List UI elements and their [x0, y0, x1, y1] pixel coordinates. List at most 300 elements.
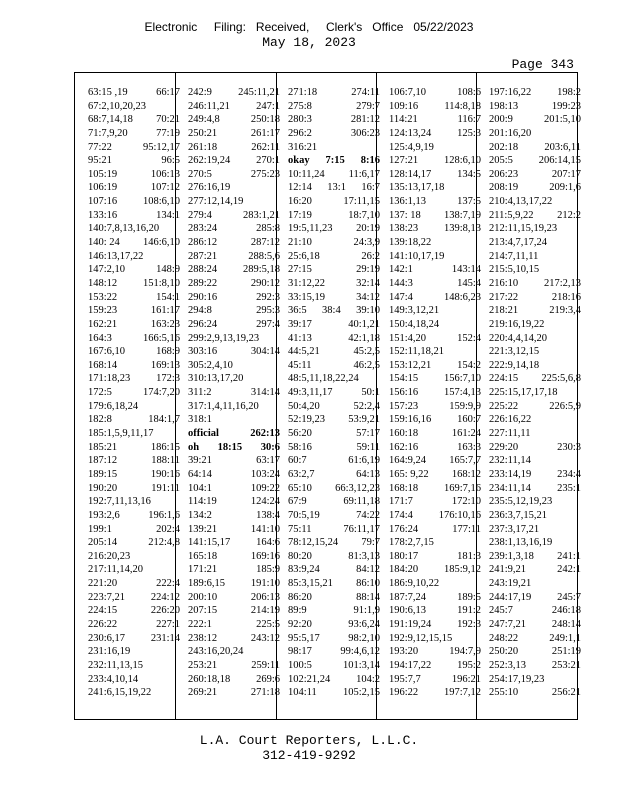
- index-reference: 42:1,18: [348, 332, 380, 344]
- index-line: [489, 618, 581, 632]
- index-line: [188, 482, 280, 496]
- index-line: [288, 250, 380, 264]
- index-line: [489, 141, 581, 155]
- index-line: [188, 359, 280, 373]
- index-line: [489, 495, 581, 509]
- index-reference: 143:14: [451, 264, 481, 276]
- index-reference: 124:13,24: [389, 127, 432, 139]
- index-reference: 63:15 ,19: [88, 87, 128, 98]
- index-reference: 288:5,6: [248, 250, 280, 262]
- index-reference: 138:4: [256, 509, 280, 521]
- index-line: [88, 523, 180, 537]
- index-reference: 210:4,13,17,22: [489, 196, 553, 208]
- index-line: [188, 222, 280, 236]
- index-line: [188, 632, 280, 646]
- index-reference: 12:14: [288, 182, 312, 194]
- index-reference: 226:5,9: [549, 400, 581, 412]
- court-reporter-phone: 312-419-9292: [262, 748, 356, 763]
- index-line: [288, 263, 380, 277]
- index-line: [489, 209, 581, 223]
- index-line: [188, 523, 280, 537]
- index-reference: 104:1: [188, 482, 212, 494]
- index-reference: 154:15: [389, 373, 419, 385]
- index-reference: 64:14: [188, 468, 212, 480]
- index-line: [188, 277, 280, 291]
- index-reference: 174:4: [389, 509, 413, 521]
- index-line: [389, 168, 481, 182]
- index-line: [88, 100, 180, 114]
- index-line: [288, 482, 380, 496]
- index-reference: 89:9: [288, 605, 307, 617]
- index-line: [288, 400, 380, 414]
- index-reference: 18:7,10: [348, 209, 380, 221]
- index-line: [188, 618, 280, 632]
- index-reference: 177:11: [452, 523, 481, 535]
- index-line: [88, 86, 180, 100]
- index-reference: 238:1,13,16,19: [489, 537, 553, 549]
- index-reference: 192:9,12,15,15: [389, 632, 453, 644]
- index-reference: 198:13: [489, 100, 519, 112]
- index-reference: 152:4: [457, 332, 481, 344]
- index-line: [389, 632, 481, 646]
- index-line: [188, 195, 280, 209]
- index-reference: 70:5,19: [288, 509, 320, 521]
- index-reference: 237:3,17,21: [489, 523, 540, 535]
- index-line: [188, 386, 280, 400]
- index-reference: 235:5,12,19,23: [489, 496, 553, 508]
- index-line: [88, 563, 180, 577]
- index-reference: 250:18: [250, 114, 280, 126]
- index-reference: 317:1,4,11,16,20: [188, 400, 259, 412]
- index-line: [88, 400, 180, 414]
- index-reference: 81:3,13: [348, 550, 380, 562]
- index-reference: 148:12: [88, 277, 118, 289]
- index-line: [288, 536, 380, 550]
- index-line: [88, 509, 180, 523]
- index-reference: 56:20: [288, 428, 312, 440]
- index-line: [288, 222, 380, 236]
- index-line: [288, 468, 380, 482]
- index-line: [489, 168, 581, 182]
- index-reference: 178:2,7,15: [389, 537, 434, 549]
- index-reference: 165:18: [188, 550, 218, 562]
- index-column-5: [489, 86, 581, 700]
- index-reference: 58:16: [288, 441, 312, 453]
- index-reference: 224:12: [150, 591, 180, 603]
- index-reference: 164:6: [256, 537, 280, 549]
- index-line: [188, 563, 280, 577]
- index-reference: 186:15: [150, 441, 180, 453]
- index-reference: 249:4,8: [188, 114, 220, 126]
- index-reference: 8:16: [360, 155, 380, 167]
- index-reference: 84:12: [356, 564, 380, 576]
- index-line: [88, 168, 180, 182]
- index-line: [288, 359, 380, 373]
- index-reference: 234:11,14: [489, 482, 531, 494]
- index-reference: 109:22: [250, 482, 280, 494]
- index-reference: 83:9,24: [288, 564, 320, 576]
- index-reference: 95:5,17: [288, 632, 320, 644]
- index-line: [188, 168, 280, 182]
- index-line: [88, 345, 180, 359]
- index-reference: 67:2,10,20,23: [88, 100, 147, 112]
- index-line: [88, 686, 180, 700]
- index-reference: 221:3,12,15: [489, 346, 540, 358]
- filing-stamp: Electronic Filing: Received, Clerk's Office 05/22/2023: [144, 20, 474, 34]
- index-line: [489, 536, 581, 550]
- index-line: [188, 154, 280, 168]
- index-reference: 127:21: [389, 155, 419, 167]
- index-reference: 200:10: [188, 591, 218, 603]
- index-reference: 142:1: [389, 264, 413, 276]
- index-line: [489, 263, 581, 277]
- index-line: [489, 372, 581, 386]
- index-line: [88, 318, 180, 332]
- index-reference: 151:4,20: [389, 332, 427, 344]
- index-reference: 141:15,17: [188, 537, 231, 549]
- index-reference: 318:1: [188, 414, 212, 426]
- index-line: [188, 345, 280, 359]
- index-reference: 17:11,15: [343, 196, 380, 208]
- index-reference: 156:16: [389, 387, 419, 399]
- index-reference: 139:21: [188, 523, 218, 535]
- index-line: [489, 86, 581, 100]
- index-reference: 216:10: [489, 277, 519, 289]
- index-reference: 225:22: [489, 400, 519, 412]
- index-line: [389, 441, 481, 455]
- index-reference: 297:4: [256, 318, 280, 330]
- index-reference: 70:21: [156, 114, 180, 126]
- index-reference: 262:11: [251, 141, 280, 153]
- index-line: [489, 550, 581, 564]
- index-reference: 159:9,9: [449, 400, 481, 412]
- index-line: [188, 318, 280, 332]
- index-line: [489, 454, 581, 468]
- index-reference: 104:11: [288, 687, 317, 699]
- index-line: [288, 618, 380, 632]
- filing-header: [0, 20, 618, 50]
- index-reference: 216:20,23: [88, 550, 131, 562]
- index-reference: 271:18: [250, 687, 280, 699]
- index-reference: 254:17,19,23: [489, 673, 545, 685]
- index-line: [288, 645, 380, 659]
- index-line: [188, 236, 280, 250]
- index-reference: 217:2,13: [543, 277, 581, 289]
- index-line: [288, 154, 380, 168]
- index-line: [188, 604, 280, 618]
- index-line: [188, 468, 280, 482]
- index-reference: 63:17: [256, 455, 280, 467]
- index-reference: 212:2: [557, 209, 581, 221]
- index-reference: 16:20: [288, 196, 312, 208]
- index-line: [288, 591, 380, 605]
- index-line: [188, 332, 280, 346]
- index-reference: 125:4,9,19: [389, 141, 434, 153]
- index-term: okay: [288, 155, 310, 167]
- index-line: [288, 195, 380, 209]
- index-line: [88, 632, 180, 646]
- index-reference: 182:8: [88, 414, 112, 426]
- index-reference: 185:1,5,9,11,17: [88, 428, 154, 440]
- index-reference: 184:1,7: [148, 414, 180, 426]
- index-line: [389, 332, 481, 346]
- index-reference: 289:22: [188, 277, 218, 289]
- index-line: [288, 291, 380, 305]
- index-reference: 242:1: [557, 564, 581, 576]
- index-reference: 316:21: [288, 141, 318, 153]
- index-reference: 197:16,22: [489, 87, 532, 98]
- index-reference: 53:9,21: [348, 414, 380, 426]
- index-line: [389, 154, 481, 168]
- index-reference: 164:9,24: [389, 455, 427, 467]
- index-reference: 124:24: [250, 496, 280, 508]
- index-line: [88, 236, 180, 250]
- index-reference: 60:7: [288, 455, 307, 467]
- index-line: [389, 536, 481, 550]
- index-line: [188, 550, 280, 564]
- index-column-2: [188, 86, 280, 700]
- index-reference: 201:16,20: [489, 127, 532, 139]
- index-reference: 190:6,13: [389, 605, 427, 617]
- index-line: [389, 222, 481, 236]
- index-reference: 168:12: [451, 468, 481, 480]
- index-reference: 159:23: [88, 305, 118, 317]
- index-line: [188, 577, 280, 591]
- index-reference: 150:4,18,24: [389, 318, 440, 330]
- index-reference: 106:7,10: [389, 87, 427, 98]
- index-reference: 230:3: [557, 441, 581, 453]
- index-line: [489, 250, 581, 264]
- index-reference: 196:22: [389, 687, 419, 699]
- index-line: [288, 318, 380, 332]
- index-line: [288, 550, 380, 564]
- index-reference: 246:11,21: [188, 100, 230, 112]
- index-reference: 221:20: [88, 578, 118, 590]
- index-reference: 52:19,23: [288, 414, 326, 426]
- index-reference: 296:2: [288, 127, 312, 139]
- index-reference: 146:6,10: [142, 237, 180, 249]
- index-reference: 275:23: [250, 168, 280, 180]
- index-reference: 253:21: [551, 659, 581, 671]
- index-line: [489, 222, 581, 236]
- index-reference: 161:24: [451, 428, 481, 440]
- index-line: [288, 604, 380, 618]
- index-reference: 57:17: [356, 428, 380, 440]
- index-reference: 206:14,15: [538, 155, 581, 167]
- index-reference: 206:13: [250, 591, 280, 603]
- index-line: [489, 686, 581, 700]
- index-reference: 163:3: [457, 441, 481, 453]
- index-line: [288, 427, 380, 441]
- index-reference: 226:16,22: [489, 414, 532, 426]
- index-reference: 116:7: [457, 114, 481, 126]
- index-reference: 160:7: [457, 414, 481, 426]
- index-reference: 206:23: [489, 168, 519, 180]
- index-line: [489, 591, 581, 605]
- index-reference: 294:8: [188, 305, 212, 317]
- index-line: [288, 372, 380, 386]
- index-line: [389, 277, 481, 291]
- index-line: [288, 236, 380, 250]
- index-line: [389, 236, 481, 250]
- index-reference: 189:15: [88, 468, 118, 480]
- index-reference: 171:21: [188, 564, 218, 576]
- index-reference: 191:11: [151, 482, 180, 494]
- index-line: [389, 659, 481, 673]
- index-reference: 296:24: [188, 318, 218, 330]
- index-line: [489, 386, 581, 400]
- index-line: [88, 222, 180, 236]
- index-reference: 50:4,20: [288, 400, 320, 412]
- index-line: [489, 673, 581, 687]
- index-reference: 201:5,10: [543, 114, 581, 126]
- index-reference: 147:2,10: [88, 264, 126, 276]
- index-reference: 191:19,24: [389, 618, 432, 630]
- index-reference: 134:1: [156, 209, 180, 221]
- index-reference: 91:1,9: [353, 605, 380, 617]
- index-reference: 45:11: [288, 359, 312, 371]
- index-reference: 168:18: [389, 482, 419, 494]
- index-line: [489, 427, 581, 441]
- footer: [0, 733, 618, 763]
- index-reference: 180:17: [389, 550, 419, 562]
- index-reference: 200:9: [489, 114, 513, 126]
- index-line: [288, 209, 380, 223]
- index-reference: 256:21: [551, 687, 581, 699]
- index-reference: 233:14,19: [489, 468, 532, 480]
- index-reference: 101:3,14: [342, 659, 380, 671]
- index-reference: 138:23: [389, 223, 419, 235]
- index-reference: 253:21: [188, 659, 218, 671]
- index-column-4: [389, 86, 481, 700]
- index-reference: 207:17: [551, 168, 581, 180]
- index-reference: 274:11: [351, 87, 380, 98]
- index-reference: 215:5,10,15: [489, 264, 540, 276]
- index-reference: 31:12,22: [288, 277, 326, 289]
- index-line: [389, 577, 481, 591]
- index-line: [288, 563, 380, 577]
- index-reference: 172:5: [88, 387, 112, 399]
- index-reference: 78:12,15,24: [288, 537, 339, 549]
- index-line: [489, 604, 581, 618]
- index-line: [88, 536, 180, 550]
- index-line: [389, 345, 481, 359]
- index-reference: 71:7,9,20: [88, 127, 128, 139]
- index-reference: 262:19,24: [188, 155, 231, 167]
- index-reference: 217:22: [489, 291, 519, 303]
- index-reference: 193:2,6: [88, 509, 120, 521]
- index-reference: 104:2: [356, 673, 380, 685]
- index-reference: 306:23: [350, 127, 380, 139]
- index-reference: 34:12: [356, 291, 380, 303]
- index-reference: 223:7,21: [88, 591, 126, 603]
- index-reference: 232:11,14: [489, 455, 531, 467]
- index-reference: 275:8: [288, 100, 312, 112]
- index-reference: 197:7,12: [443, 687, 481, 699]
- index-reference: 226:20: [150, 605, 180, 617]
- index-reference: 283:1,21: [242, 209, 280, 221]
- index-line: [88, 386, 180, 400]
- index-term: official: [188, 428, 219, 440]
- index-line: [389, 263, 481, 277]
- index-reference: 141:10,17,19: [389, 250, 445, 262]
- index-reference: 140:7,8,13,16,20: [88, 223, 160, 235]
- index-line: [389, 673, 481, 687]
- index-reference: 64:13: [356, 468, 380, 480]
- index-line: [188, 441, 280, 455]
- index-line: [389, 645, 481, 659]
- index-reference: 207:15: [188, 605, 218, 617]
- index-line: [188, 673, 280, 687]
- index-reference: 16:7: [361, 182, 380, 194]
- index-line: [88, 495, 180, 509]
- index-line: [88, 263, 180, 277]
- index-reference: 194:7,9: [449, 646, 481, 658]
- index-reference: 20:19: [356, 223, 380, 235]
- index-reference: 59:11: [356, 441, 380, 453]
- index-line: [389, 318, 481, 332]
- index-reference: 52:2,4: [353, 400, 380, 412]
- index-reference: 153:22: [88, 291, 118, 303]
- index-reference: 21:10: [288, 237, 312, 249]
- index-reference: 148:6,23: [443, 291, 481, 303]
- index-reference: 68:7,14,18: [88, 114, 133, 126]
- index-line: [389, 100, 481, 114]
- index-reference: 179:6,18,24: [88, 400, 139, 412]
- index-reference: 48:5,11,18,22,24: [288, 373, 359, 385]
- index-line: [389, 304, 481, 318]
- index-reference: 247:7,21: [489, 618, 527, 630]
- index-reference: 261:17: [250, 127, 280, 139]
- index-line: [88, 618, 180, 632]
- index-line: [88, 441, 180, 455]
- index-line: [489, 113, 581, 127]
- index-line: [489, 277, 581, 291]
- index-reference: 133:16: [88, 209, 118, 221]
- index-reference: 185:9: [256, 564, 280, 576]
- index-reference: 305:2,4,10: [188, 359, 233, 371]
- index-reference: 236:3,7,15,21: [489, 509, 548, 521]
- index-reference: 196:21: [451, 673, 481, 685]
- index-reference: 147:4: [389, 291, 413, 303]
- index-reference: 248:22: [489, 632, 519, 644]
- index-reference: 241:9,21: [489, 564, 527, 576]
- index-line: [88, 250, 180, 264]
- index-line: [389, 141, 481, 155]
- index-reference: 102:21,24: [288, 673, 331, 685]
- index-reference: 220:4,4,14,20: [489, 332, 548, 344]
- index-reference: 174:7,20: [142, 387, 180, 399]
- index-line: [88, 181, 180, 195]
- index-reference: 186:9,10,22: [389, 578, 440, 590]
- index-reference: 231:14: [150, 632, 180, 644]
- index-line: [288, 523, 380, 537]
- index-reference: 222:4: [156, 578, 180, 590]
- index-line: [188, 100, 280, 114]
- index-reference: 243:16,20,24: [188, 646, 244, 658]
- index-reference: 251:19: [551, 646, 581, 658]
- index-reference: 226:22: [88, 618, 118, 630]
- index-line: [489, 304, 581, 318]
- index-reference: 187:7,24: [389, 591, 427, 603]
- index-reference: 162:16: [389, 441, 419, 453]
- index-reference: 202:4: [156, 523, 180, 535]
- index-reference: 162:21: [88, 318, 118, 330]
- index-column-1: [88, 86, 180, 700]
- index-reference: 106:19: [88, 182, 118, 194]
- index-line: [288, 509, 380, 523]
- index-line: [389, 86, 481, 100]
